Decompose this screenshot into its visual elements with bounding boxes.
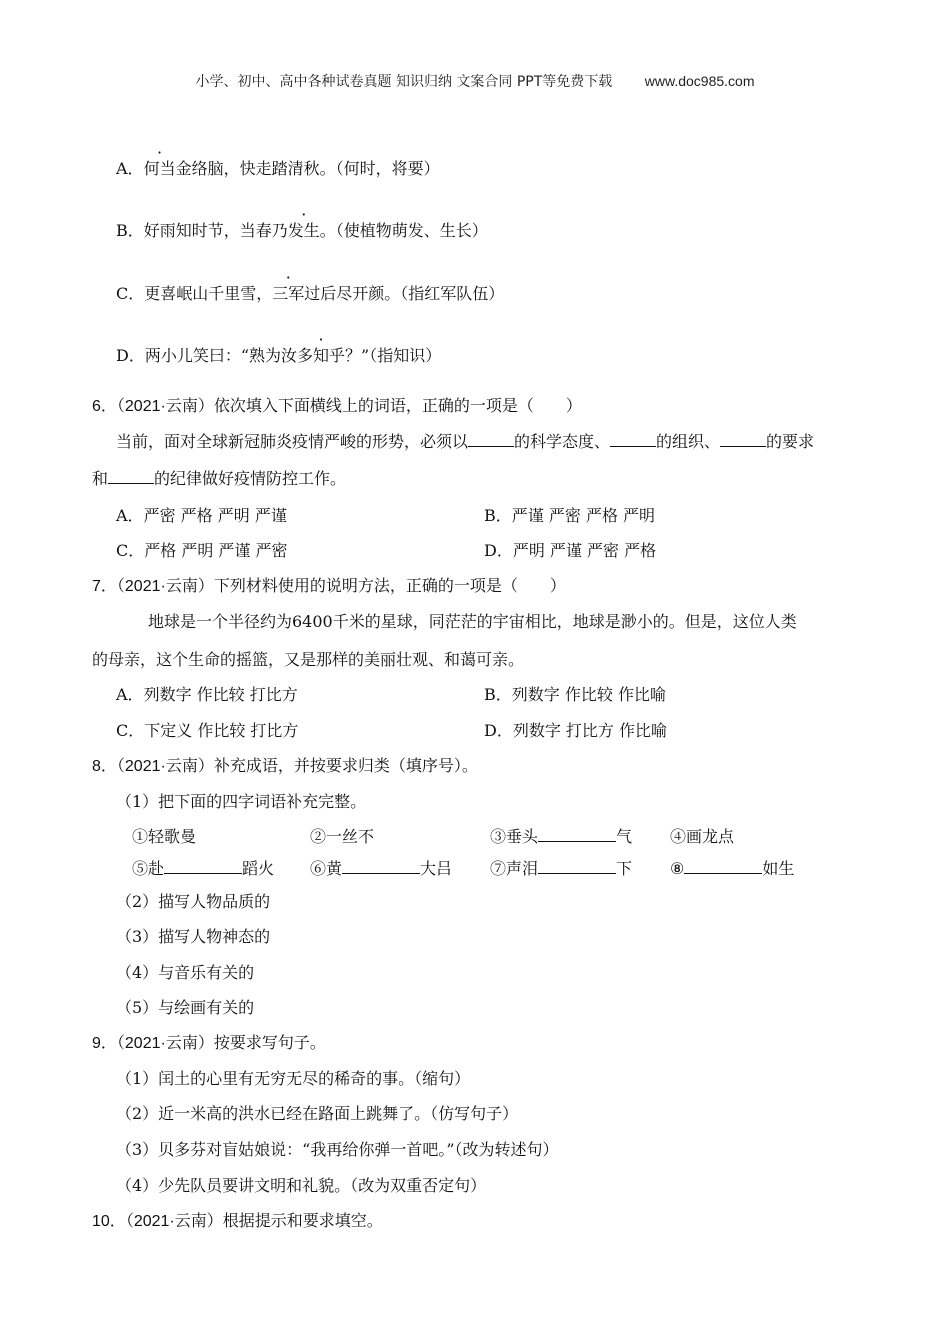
- q7-passage-line1: 地球是一个半径约为6400千米的星球，同茫茫的宇宙相比，地球是渺小的。但是，这位人类: [148, 612, 797, 631]
- idiom-item: ①轻歌曼: [132, 827, 197, 846]
- header-site-link[interactable]: www.doc985.com: [644, 73, 755, 89]
- q6-passage-line1: 当前，面对全球新冠肺炎疫情严峻的形势，必须以 的科学态度、 的组织、 的要求: [116, 432, 815, 451]
- q5-option-a: A．何当金络脑，快走踏清秋。（何时，将要）: [116, 159, 440, 178]
- q7-stem: 7．（2021·云南）下列材料使用的说明方法，正确的一项是（ ）: [92, 576, 566, 595]
- q8-stem: 8．（2021·云南）补充成语，并按要求归类（填序号）。: [92, 756, 478, 775]
- fill-blank[interactable]: [342, 858, 420, 874]
- fill-blank[interactable]: [468, 431, 514, 447]
- q9-item: （1）闰土的心里有无穷无尽的稀奇的事。（缩句）: [116, 1069, 471, 1088]
- q9-stem: 9．（2021·云南）按要求写句子。: [92, 1033, 326, 1052]
- q8-sub1: （1）把下面的四字词语补充完整。: [116, 792, 367, 811]
- fill-blank[interactable]: [538, 826, 616, 842]
- q8-sub2: （2）描写人物品质的: [116, 892, 271, 911]
- q7-option-b[interactable]: B．列数字 作比较 作比喻: [484, 685, 666, 704]
- q7-passage-line2: 的母亲，这个生命的摇篮，又是那样的美丽壮观、和蔼可亲。: [92, 650, 525, 669]
- q5-option-b: B．好雨知时节，当春乃发生。（使植物萌发、生长）: [116, 221, 488, 240]
- header-tagline: 小学、初中、高中各种试卷真题 知识归纳 文案合同 PPT等免费下载: [195, 74, 613, 90]
- emphasis-mark: 知: [313, 346, 330, 365]
- idiom-item: ⑦声泪 下: [490, 859, 633, 878]
- emphasis-mark: 发生: [287, 221, 320, 240]
- q7-option-d[interactable]: D．列数字 打比方 作比喻: [484, 721, 668, 740]
- q5-option-d: D．两小儿笑曰：“熟为汝多知乎？”（指知识）: [116, 346, 442, 365]
- q6-passage-line2: 和 的纪律做好疫情防控工作。: [92, 469, 347, 488]
- q6-option-d[interactable]: D．严明 严谨 严密 严格: [484, 541, 657, 560]
- q9-item: （4）少先队员要讲文明和礼貌。（改为双重否定句）: [116, 1176, 487, 1195]
- q9-item: （3）贝多芬对盲姑娘说：“我再给你弹一首吧。”（改为转述句）: [116, 1140, 559, 1159]
- q5-option-c: C．更喜岷山千里雪，三军过后尽开颜。（指红军队伍）: [116, 284, 505, 303]
- q9-item: （2）近一米高的洪水已经在路面上跳舞了。（仿写句子）: [116, 1104, 519, 1123]
- page-header: [0, 70, 950, 93]
- q10-stem: 10．（2021·云南）根据提示和要求填空。: [92, 1211, 383, 1230]
- idiom-item: ⑥黄 大吕: [310, 859, 453, 878]
- idiom-item: ⑤赴 蹈火: [132, 859, 275, 878]
- q6-option-a[interactable]: A．严密 严格 严明 严谨: [116, 506, 287, 525]
- idiom-item: ③垂头 气: [490, 827, 633, 846]
- idiom-item: ⑧ 如生: [670, 859, 795, 878]
- q8-sub5: （5）与绘画有关的: [116, 998, 255, 1017]
- q6-option-c[interactable]: C．严格 严明 严谨 严密: [116, 541, 288, 560]
- q7-option-a[interactable]: A．列数字 作比较 打比方: [116, 685, 298, 704]
- idiom-item: ④画龙点: [670, 827, 735, 846]
- fill-blank[interactable]: [164, 858, 242, 874]
- fill-blank[interactable]: [720, 431, 766, 447]
- fill-blank[interactable]: [108, 468, 154, 484]
- fill-blank[interactable]: [538, 858, 616, 874]
- q6-option-b[interactable]: B．严谨 严密 严格 严明: [484, 506, 656, 525]
- fill-blank[interactable]: [684, 858, 762, 874]
- q8-sub3: （3）描写人物神态的: [116, 927, 271, 946]
- fill-blank[interactable]: [610, 431, 656, 447]
- q7-option-c[interactable]: C．下定义 作比较 打比方: [116, 721, 299, 740]
- idiom-item: ②一丝不: [310, 827, 375, 846]
- emphasis-mark: 三军: [272, 284, 305, 303]
- emphasis-mark: 何当: [143, 159, 176, 178]
- q6-stem: 6．（2021·云南）依次填入下面横线上的词语，正确的一项是（ ）: [92, 396, 582, 415]
- q8-sub4: （4）与音乐有关的: [116, 963, 255, 982]
